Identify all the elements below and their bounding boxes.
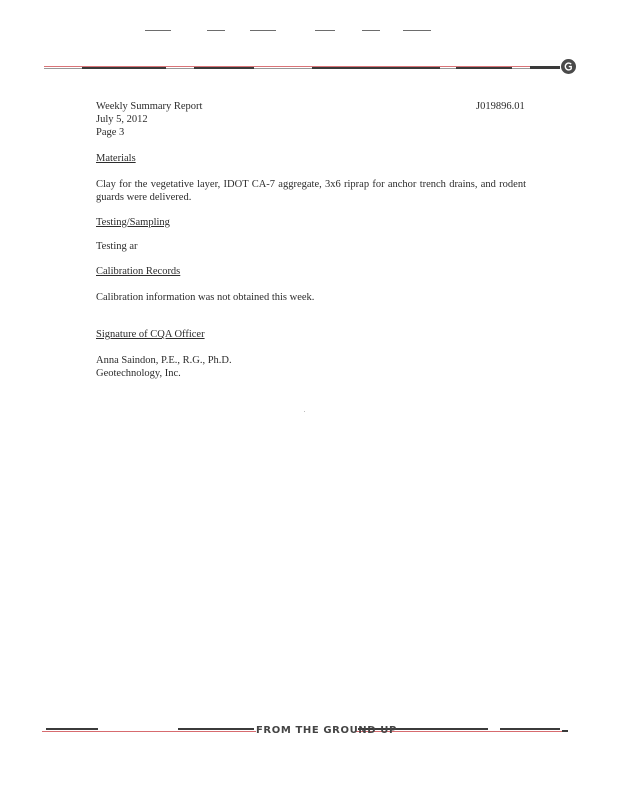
report-title: Weekly Summary Report	[96, 101, 203, 112]
page-number: Page 3	[96, 127, 125, 138]
top-decorative-dashes	[0, 30, 618, 34]
scan-speck	[304, 411, 305, 412]
materials-heading: Materials	[96, 153, 136, 164]
footer-tagline: FROM THE GROUND UP	[256, 725, 397, 736]
calibration-body: Calibration information was not obtained this week.	[96, 292, 315, 303]
company-logo-icon	[561, 59, 576, 74]
report-date: July 5, 2012	[96, 114, 148, 125]
signature-heading: Signature of CQA Officer	[96, 329, 205, 340]
signer-name: Anna Saindon, P.E., R.G., Ph.D.	[96, 355, 232, 366]
testing-body: Testing ar	[96, 241, 138, 252]
header-rule	[44, 64, 564, 70]
testing-heading: Testing/Sampling	[96, 217, 170, 228]
materials-body: Clay for the vegetative layer, IDOT CA-7 aggregate, 3x6 riprap for anchor trench drains, and rodent guards were delivered.	[96, 179, 526, 203]
project-number: J019896.01	[476, 101, 525, 112]
signer-company: Geotechnology, Inc.	[96, 368, 181, 379]
calibration-heading: Calibration Records	[96, 266, 181, 277]
